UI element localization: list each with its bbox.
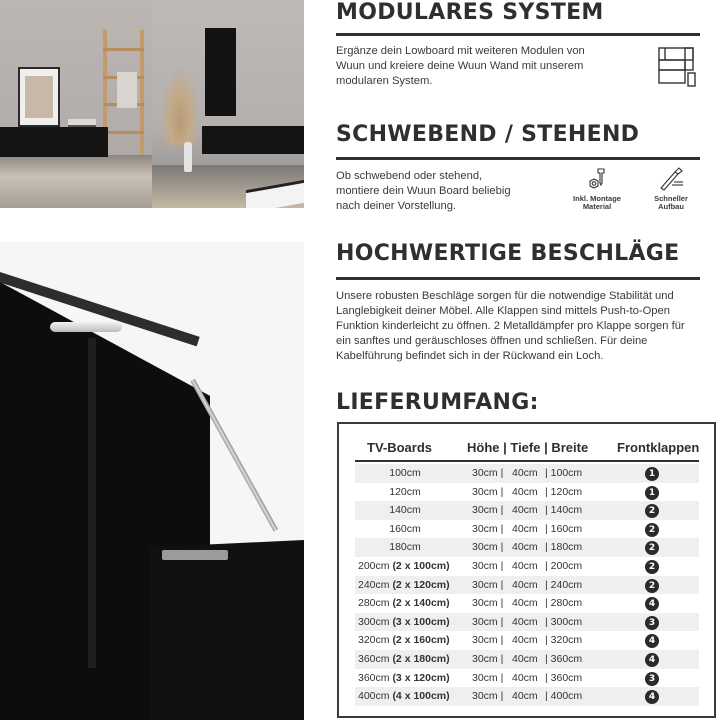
cell-depth: 40cm	[512, 597, 538, 610]
text-mounting: Ob schwebend oder stehend, montiere dein Wuun Board beliebig nach deiner Vorstellung.	[336, 170, 511, 212]
cell-width: | 240cm	[545, 578, 583, 591]
cell-width: | 320cm	[545, 634, 583, 647]
feature-quick-assembly	[645, 167, 697, 211]
cell-width: | 360cm	[545, 671, 583, 684]
cell-depth: 40cm	[512, 467, 538, 479]
picture-frame	[18, 67, 60, 127]
cell-depth: 40cm	[512, 485, 538, 498]
table-row	[355, 613, 699, 632]
table-row	[355, 576, 699, 595]
flap-count-badge: 4	[645, 690, 659, 704]
divider	[336, 277, 700, 280]
cell-depth: 40cm	[512, 652, 538, 665]
cell-board-size: 240cm (2 x 120cm)	[358, 578, 450, 591]
table-row	[355, 669, 699, 688]
cell-depth: 40cm	[512, 541, 538, 554]
cell-depth: 40cm	[512, 690, 538, 703]
cell-height: 30cm |	[472, 485, 504, 498]
push-to-open-mechanism	[50, 322, 122, 332]
flap-count-badge: 4	[645, 597, 659, 611]
flap-count-badge: 3	[645, 672, 659, 686]
heading-fittings: HOCHWERTIGE BESCHLÄGE	[336, 241, 680, 266]
cell-depth: 40cm	[512, 522, 538, 535]
flap-count-badge: 2	[645, 523, 659, 537]
header-divider	[355, 460, 699, 462]
section-scope	[336, 392, 700, 414]
cell-depth: 40cm	[512, 559, 538, 572]
divider	[336, 33, 700, 36]
heading-scope: LIEFERUMFANG:	[336, 390, 539, 415]
cell-depth: 40cm	[512, 504, 538, 517]
cell-board-size: 360cm (3 x 120cm)	[358, 671, 450, 684]
cell-height: 30cm |	[472, 652, 504, 665]
table-row	[355, 687, 699, 706]
cell-board-size: 400cm (4 x 100cm)	[358, 690, 450, 703]
header-boards: TV-Boards	[367, 440, 433, 455]
wall-cabinet	[205, 28, 236, 116]
table-row	[355, 650, 699, 669]
cell-height: 30cm |	[472, 671, 504, 684]
flap-count-badge: 4	[645, 653, 659, 667]
screw-nut-icon	[566, 167, 628, 195]
cell-height: 30cm |	[472, 522, 504, 535]
table-row	[355, 501, 699, 520]
table-row	[355, 594, 699, 613]
text-modular: Ergänze dein Lowboard mit weiteren Modulen von Wuun und kreiere deine Wuun Wand mit unserem modularen System.	[336, 45, 585, 87]
text-fittings: Unsere robusten Beschläge sorgen für die notwendige Stabilität und Langlebigkeit deiner Möbel. Alle Klappen sind mittels Push-to-Open Funktion kinderleicht zu öffnen. 2 Metalldämpfer pro Klappe sorgen für ein sanftes und geräuschloses öffnen und schließen. Für deine Kabelführung befindet sich in der Rückwand ein Loch.	[336, 290, 685, 362]
cell-width: | 160cm	[545, 522, 583, 535]
table-body	[355, 464, 699, 706]
cell-height: 30cm |	[472, 634, 504, 647]
heading-mounting: SCHWEBEND / STEHEND	[336, 122, 640, 147]
cell-board-size: 200cm (2 x 100cm)	[358, 559, 450, 572]
cell-depth: 40cm	[512, 671, 538, 684]
lowboard-floating	[202, 126, 304, 154]
cell-depth: 40cm	[512, 615, 538, 628]
table-row	[355, 557, 699, 576]
cell-board-size: 100cm	[389, 467, 421, 479]
flap-count-badge: 2	[645, 541, 659, 555]
table-row	[355, 631, 699, 650]
section-fittings	[336, 243, 700, 364]
header-dimensions: Höhe | Tiefe | Breite	[467, 440, 589, 455]
table-row	[355, 538, 699, 557]
cell-board-size: 360cm (2 x 180cm)	[358, 652, 450, 665]
flap-count-badge: 2	[645, 504, 659, 518]
lifestyle-photo-rooms	[0, 0, 304, 208]
section-modular	[336, 2, 700, 89]
room-photo-standing-lowboard	[0, 0, 152, 208]
cell-height: 30cm |	[472, 597, 504, 610]
table-row	[355, 483, 699, 502]
cell-height: 30cm |	[472, 559, 504, 572]
lowboard-standing	[0, 127, 108, 157]
modular-shelf-icon	[658, 47, 698, 91]
cell-board-size: 140cm	[389, 504, 421, 517]
flap-count-badge: 2	[645, 560, 659, 574]
cell-width: | 400cm	[545, 690, 583, 703]
fittings-detail-photo	[0, 242, 304, 720]
feature-label: Schneller Aufbau	[654, 194, 688, 211]
cell-width: | 300cm	[545, 615, 583, 628]
flap-count-badge: 1	[645, 467, 659, 481]
cell-depth: 40cm	[512, 578, 538, 591]
scope-table	[337, 422, 716, 718]
table-row	[355, 464, 699, 483]
table-row	[355, 520, 699, 539]
table-header	[355, 440, 699, 460]
cell-height: 30cm |	[472, 578, 504, 591]
feature-label: Inkl. Montage Material	[573, 194, 621, 211]
divider	[336, 157, 700, 160]
heading-modular: MODULARES SYSTEM	[336, 0, 604, 25]
cell-width: | 200cm	[545, 559, 583, 572]
feature-mounting-material	[566, 167, 628, 211]
cell-height: 30cm |	[472, 467, 504, 479]
hinge	[162, 550, 228, 560]
flap-count-badge: 3	[645, 616, 659, 630]
cell-height: 30cm |	[472, 541, 504, 554]
cell-board-size: 120cm	[389, 485, 421, 498]
cell-depth: 40cm	[512, 634, 538, 647]
header-flaps: Frontklappen	[617, 440, 700, 455]
cell-width: | 140cm	[545, 504, 583, 517]
cell-height: 30cm |	[472, 504, 504, 517]
cell-board-size: 300cm (3 x 100cm)	[358, 615, 450, 628]
cell-width: | 360cm	[545, 652, 583, 665]
cell-height: 30cm |	[472, 615, 504, 628]
cell-board-size: 160cm	[389, 522, 421, 535]
flap-count-badge: 4	[645, 634, 659, 648]
cell-height: 30cm |	[472, 690, 504, 703]
cell-board-size: 280cm (2 x 140cm)	[358, 597, 450, 610]
cell-width: | 100cm	[545, 467, 583, 479]
cell-width: | 180cm	[545, 541, 583, 554]
flap-count-badge: 2	[645, 579, 659, 593]
cell-width: | 120cm	[545, 485, 583, 498]
flap-count-badge: 1	[645, 486, 659, 500]
screw-icon	[645, 167, 697, 195]
cell-board-size: 180cm	[389, 541, 421, 554]
cell-board-size: 320cm (2 x 160cm)	[358, 634, 450, 647]
cell-width: | 280cm	[545, 597, 583, 610]
